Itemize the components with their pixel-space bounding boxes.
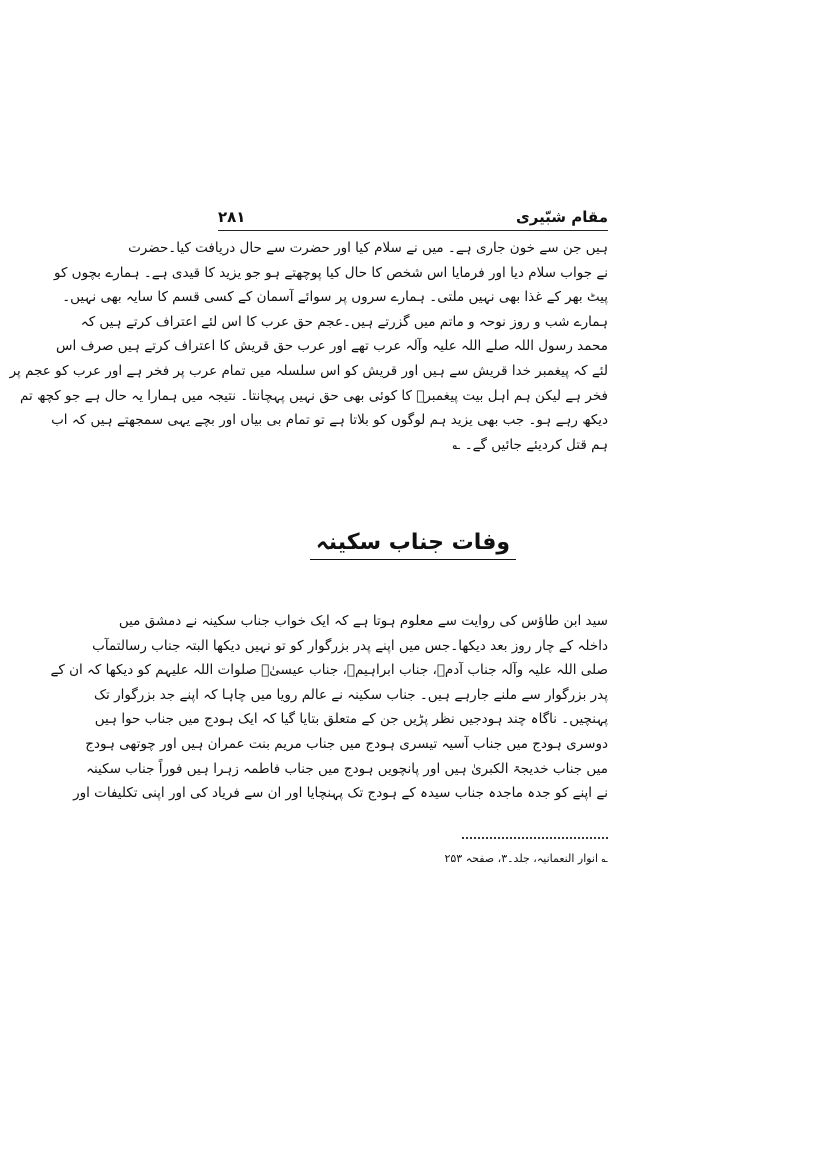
text-line: دوسری ہودج میں جناب آسیہ تیسری ہودج میں جناب مریم بنت عمران ہیں اور چوتھی ہودج <box>85 735 608 752</box>
text-line: داخلہ کے چار روز بعد دیکھا۔جس میں اپنے پدر بزرگوار کو تو نہیں دیکھا البتہ جناب رسالتمآب <box>92 637 608 654</box>
section-title: وفات جناب سکینہ <box>310 530 516 560</box>
page-number: ۲۸۱ <box>218 208 246 226</box>
text-line: پیٹ بھر کے غذا بھی نہیں ملتی۔ ہمارے سروں پر سوائے آسمان کے کسی قسم کا سایہ بھی نہیں۔ <box>62 289 608 306</box>
text-line: میں جناب خدیجۃ الکبریٰ ہیں اور پانچویں ہودج میں جناب فاطمہ زہرا ہیں فوراً جناب سکینہ <box>86 760 608 777</box>
text-line: ہم قتل کردیئے جائیں گے۔ ؎ <box>452 436 608 453</box>
section-heading <box>218 530 608 560</box>
text-line: نے جواب سلام دیا اور فرمایا اس شخص کا حال کیا پوچھتے ہو جو یزید کا قیدی ہے۔ ہمارے بچوں کو <box>53 264 608 281</box>
header-divider <box>218 230 608 231</box>
text-line: پدر بزرگوار سے ملنے جارہے ہیں۔ جناب سکینہ نے عالم رویا میں چاہا کہ اپنے جد بزرگوار تک <box>93 686 608 703</box>
text-line: ہمارے شب و روز نوحہ و ماتم میں گزرتے ہیں۔عجم حق عرب کا اس لئے اعتراف کرتے ہیں کہ <box>80 313 608 330</box>
text-line: نے اپنے کو جدہ ماجدہ جناب سیدہ کے ہودج تک پہنچایا اور ان سے فریاد کی اور اپنی تکلیفات اور <box>73 785 608 802</box>
text-line: فخر ہے لیکن ہم اہل بیت پیغمبرؐ کا کوئی بھی حق نہیں پہچانتا۔ نتیجہ میں ہمارا یہ حال ہے جو کچھ تم <box>20 387 608 404</box>
running-title: مقام شبّیری <box>515 208 608 226</box>
text-line: صلی اللہ علیہ وآلہ جناب آدمؑ، جناب ابراہیمؑ، جناب عیسیٰؑ صلوات اللہ علیہم کو دیکھا کہ ان کے <box>50 662 608 679</box>
text-line: پہنچیں۔ ناگاہ چند ہودجیں نظر پڑیں جن کے متعلق بتایا گیا کہ ایک ہودج میں جناب حوا ہیں <box>94 711 608 728</box>
text-line: دیکھ رہے ہو۔ جب بھی یزید ہم لوگوں کو بلاتا ہے تو تمام بی بیاں اور بچے یہی سمجھتے ہیں کہ اب <box>51 412 608 429</box>
paragraph-continued <box>9 236 608 457</box>
text-line: لئے کہ پیغمبر خدا قریش سے ہیں اور قریش کو اس سلسلہ میں تمام عرب پر فخر ہے اور عرب کو عجم پر <box>9 362 608 379</box>
footnote-separator <box>462 837 608 839</box>
text-line: محمد رسول اللہ صلے اللہ علیہ وآلہ عرب تھے اور عرب حق قریش کا اعتراف کرتے ہیں صرف اس <box>56 338 608 355</box>
paragraph-section <box>50 609 608 806</box>
text-line: سید ابن طاؤس کی روایت سے معلوم ہوتا ہے کہ ایک خواب جناب سکینہ نے دمشق میں <box>118 613 608 629</box>
footnote: ؎ انوار النعمانیہ، جلد۔۳، صفحہ ۲۵۳ <box>444 852 608 865</box>
text-line: ہیں جن سے خون جاری ہے۔ میں نے سلام کیا اور حضرت سے حال دریافت کیا۔حضرت <box>128 240 608 256</box>
page-header <box>218 198 608 226</box>
